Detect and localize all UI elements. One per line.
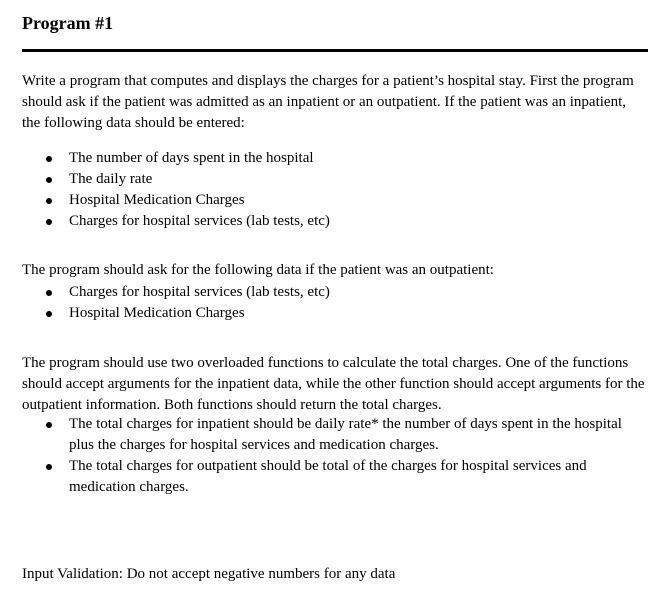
outpatient-data-list bbox=[0, 282, 640, 324]
list-item: The total charges for inpatient should be daily rate* the number of days spent in the hospital plus the charges for hospital services and medication charges. bbox=[0, 414, 640, 456]
list-item: Charges for hospital services (lab tests, etc) bbox=[0, 211, 640, 232]
list-item: The number of days spent in the hospital bbox=[0, 148, 640, 169]
bullet-icon bbox=[46, 219, 52, 225]
list-item: The total charges for outpatient should be total of the charges for hospital services and medication charges. bbox=[0, 456, 640, 498]
bullet-icon bbox=[46, 290, 52, 296]
outpatient-intro-paragraph: The program should ask for the following data if the patient was an outpatient: bbox=[22, 262, 494, 278]
bullet-icon bbox=[46, 422, 52, 428]
list-item: The daily rate bbox=[0, 169, 640, 190]
bullet-icon bbox=[46, 177, 52, 183]
bullet-icon bbox=[46, 156, 52, 162]
bullet-icon bbox=[46, 464, 52, 470]
bullet-icon bbox=[46, 198, 52, 204]
list-item: Charges for hospital services (lab tests, etc) bbox=[0, 282, 640, 303]
bullet-icon bbox=[46, 311, 52, 317]
page-title: Program #1 bbox=[22, 13, 114, 33]
functions-paragraph: The program should use two overloaded functions to calculate the total charges. One of the functions should accept arguments for the inpatient data, while the other function should accept arguments for the outpatient information. Both functions should return the total charges. bbox=[22, 355, 645, 413]
inpatient-data-list bbox=[0, 148, 640, 232]
list-item: Hospital Medication Charges bbox=[0, 303, 640, 324]
function-rules-list bbox=[0, 414, 640, 498]
intro-paragraph: Write a program that computes and displays the charges for a patient’s hospital stay. First the program should ask if the patient was admitted as an inpatient or an outpatient. If the patient was an inpatient, the following data should be entered: bbox=[22, 73, 634, 131]
title-divider bbox=[22, 49, 648, 52]
list-item: Hospital Medication Charges bbox=[0, 190, 640, 211]
input-validation-note: Input Validation: Do not accept negative numbers for any data bbox=[22, 566, 396, 582]
